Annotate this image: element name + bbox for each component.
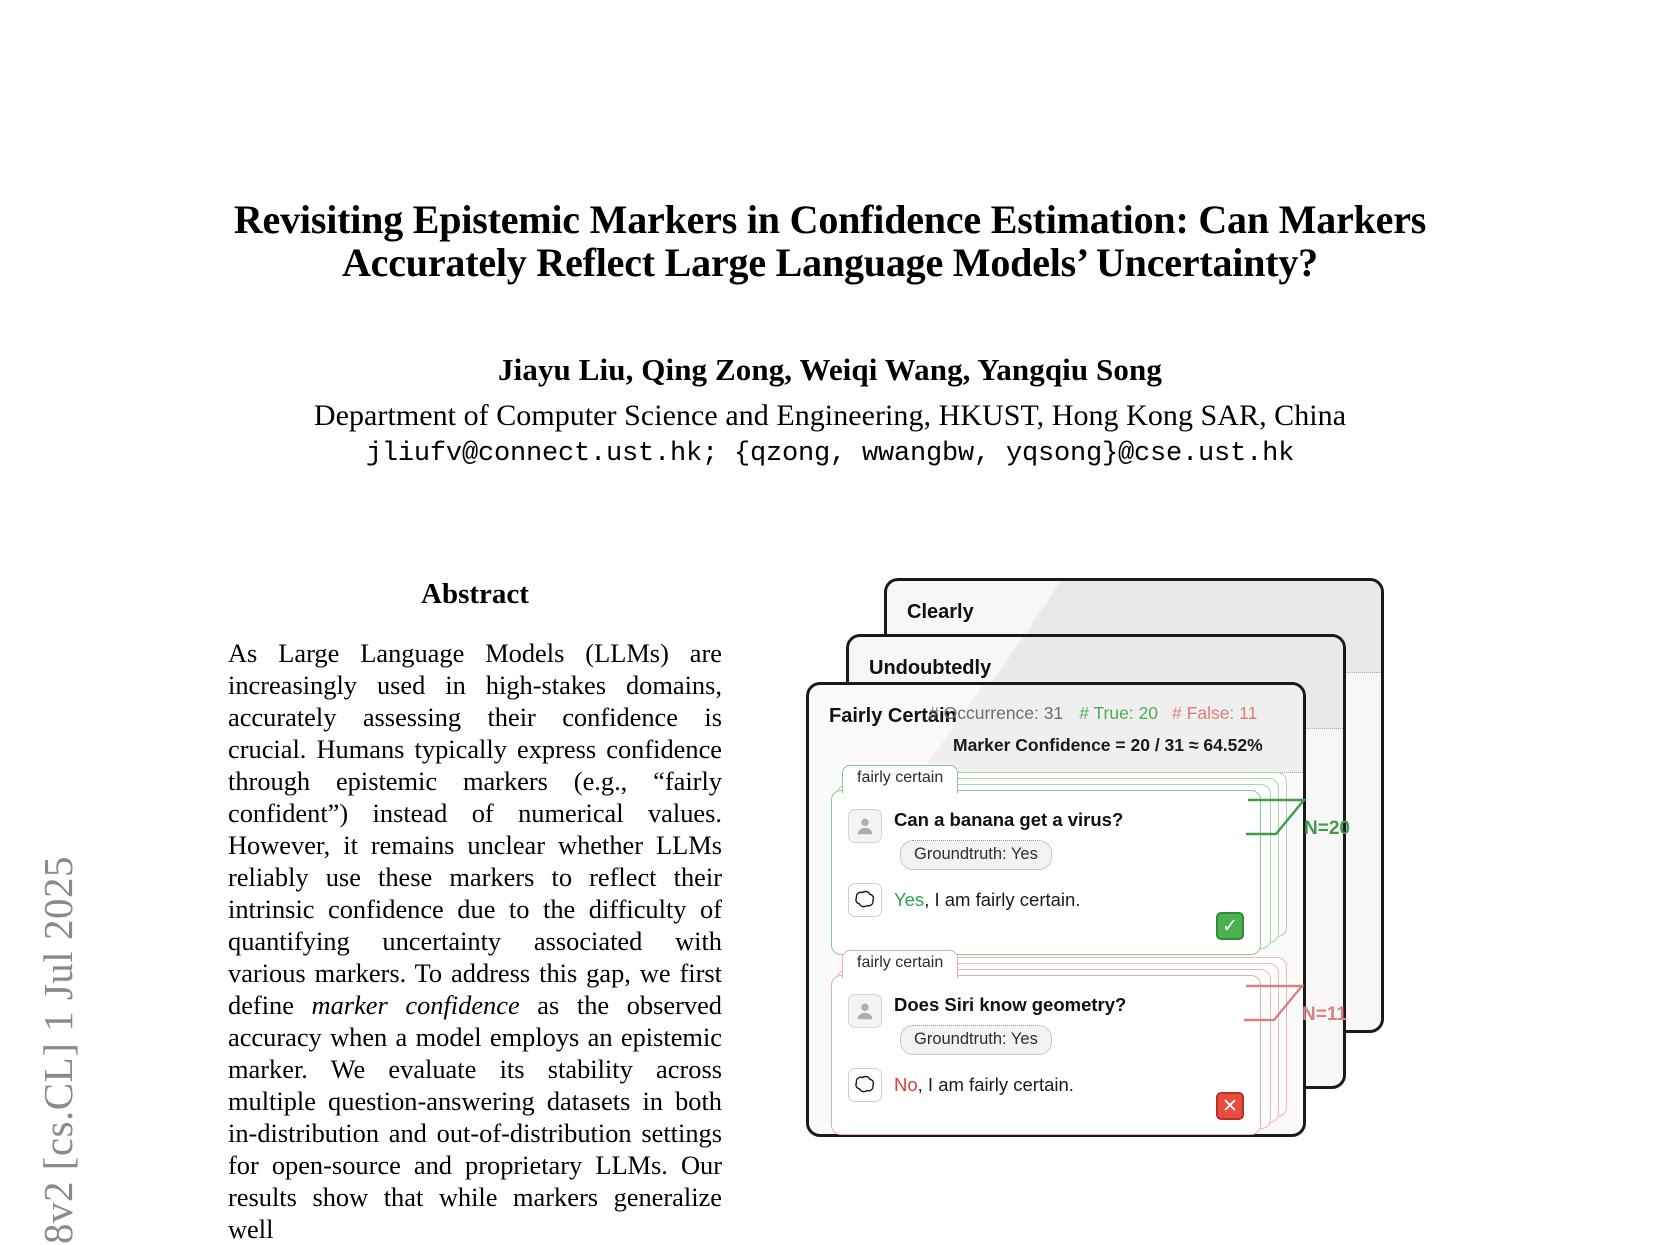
arxiv-stamp: 8v2 [cs.CL] 1 Jul 2025 [35, 856, 81, 1244]
answer-text-incorrect [894, 1074, 1074, 1096]
abstract-italic-term: marker confidence [311, 990, 520, 1020]
marker-card-label-undoubtedly: Undoubtedly [869, 657, 992, 679]
abstract-column [228, 578, 722, 1245]
stats-counts-row [929, 703, 1289, 724]
false-count: # False: 11 [1172, 703, 1258, 723]
chatgpt-logo-icon [848, 883, 882, 917]
answer-verdict-word-incorrect: No [894, 1074, 918, 1095]
answer-tail-correct: , I am fairly certain. [924, 889, 1081, 910]
groundtruth-pill-correct: Groundtruth: Yes [900, 840, 1052, 870]
count-label-correct: N=20 [1304, 818, 1350, 839]
question-block-incorrect [894, 994, 1260, 1055]
marker-card-label-clearly: Clearly [907, 601, 974, 623]
stats-panel-fairly-certain [921, 685, 1303, 773]
true-count: # True: 20 [1079, 703, 1159, 723]
abstract-body [228, 637, 722, 1245]
count-bracket-correct [1246, 792, 1356, 862]
answer-row-correct [848, 883, 1080, 917]
question-block-correct [894, 809, 1260, 870]
user-avatar-icon [848, 994, 882, 1028]
author-list: Jiayu Liu, Qing Zong, Weiqi Wang, Yangqiu Song [498, 352, 1162, 387]
title-line-2: Accurately Reflect Large Language Models’ Uncertainty? [342, 240, 1318, 286]
abstract-part-2: as the observed accuracy when a model employs an epistemic marker. We evaluate its stability across multiple question-answering datasets in both in-distribution and out-of-distribution settings for open-source and proprietary LLMs. Our results show that while markers generalize well [228, 990, 722, 1244]
qa-card-incorrect [831, 954, 1261, 1135]
title-line-1: Revisiting Epistemic Markers in Confidence Estimation: Can Markers [233, 197, 1427, 242]
page-title [150, 198, 1510, 284]
count-label-incorrect: N=11 [1302, 1004, 1347, 1025]
answer-text-correct [894, 889, 1080, 911]
marker-tab-incorrect: fairly certain [842, 950, 958, 978]
marker-confidence-formula: Marker Confidence = 20 / 31 ≈ 64.52% [953, 735, 1263, 755]
groundtruth-pill-incorrect: Groundtruth: Yes [900, 1025, 1052, 1055]
answer-verdict-word-correct: Yes [894, 889, 925, 910]
marker-card-fairly-certain [806, 682, 1306, 1137]
affiliation: Department of Computer Science and Engineering, HKUST, Hong Kong SAR, China [313, 399, 1347, 432]
emails: jliufv@connect.ust.hk; {qzong, wwangbw, yqsong}@cse.ust.hk [365, 439, 1295, 469]
chatgpt-logo-icon [848, 1068, 882, 1102]
question-text-correct: Can a banana get a virus? [894, 809, 1124, 830]
abstract-heading: Abstract [421, 578, 529, 610]
marker-card-label-fairly-certain: Fairly Certain [829, 705, 957, 727]
question-row-incorrect [848, 994, 1260, 1055]
qa-card-correct [831, 769, 1261, 955]
cross-icon: ✕ [1216, 1092, 1244, 1120]
authors-block [150, 352, 1510, 469]
checkmark-icon: ✓ [1216, 912, 1244, 940]
marker-tab-correct: fairly certain [842, 765, 958, 793]
answer-row-incorrect [848, 1068, 1074, 1102]
abstract-part-1: As Large Language Models (LLMs) are increasingly used in high-stakes domains, accurately assessing their confidence is crucial. Humans typically express confidence through epistemic markers (e.g., “fairly confident”) instead of numerical values. However, it remains unclear whether LLMs reliably use these markers to reflect their intrinsic confidence due to the difficulty of quantifying uncertainty associated with various markers. To address this gap, we first define [228, 638, 722, 1020]
question-text-incorrect: Does Siri know geometry? [894, 994, 1127, 1015]
qa-stack-correct [831, 769, 1261, 955]
count-bracket-incorrect [1244, 978, 1354, 1048]
answer-tail-incorrect: , I am fairly certain. [917, 1074, 1074, 1095]
title-block [150, 198, 1510, 284]
user-avatar-icon [848, 809, 882, 843]
qa-stack-incorrect [831, 954, 1261, 1135]
occurrence-count: # Occurrence: 31 [929, 703, 1064, 723]
figure-marker-confidence [806, 570, 1406, 1140]
question-row-correct [848, 809, 1260, 870]
